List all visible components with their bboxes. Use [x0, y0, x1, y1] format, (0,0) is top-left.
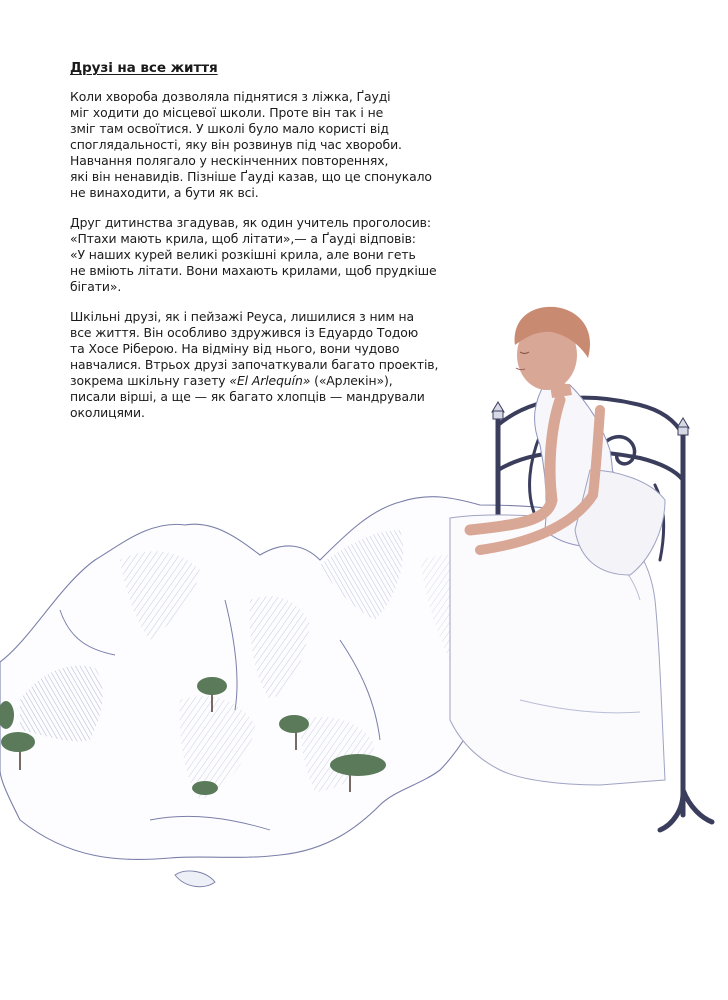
text-line: Шкільні друзі, як і пейзажі Реуса, лишилися з ним на — [70, 309, 415, 324]
newspaper-prefix: зокрема шкільну газету — [70, 373, 230, 388]
text-line: писали вірші, а ще — як багато хлопців — мандрували — [70, 389, 425, 404]
newspaper-suffix: («Арлекін»), — [310, 373, 393, 388]
text-line: не вміють літати. Вони махають крилами, щоб прудкіше — [70, 263, 437, 278]
text-line: навчалися. Втрьох друзі започаткували багато проектів, — [70, 357, 439, 372]
newspaper-title: «El Arlequín» — [229, 373, 311, 388]
text-line: Навчання полягало у нескінченних повтореннях, — [70, 153, 389, 168]
text-line: все життя. Він особливо здружився із Едуардо Тодою — [70, 325, 419, 340]
text-line: Коли хвороба дозволяла піднятися з ліжка, Ґауді — [70, 89, 391, 104]
text-line: не винаходити, а бути як всі. — [70, 185, 259, 200]
tree — [192, 781, 218, 795]
section-heading: Друзі на все життя — [70, 60, 218, 76]
text-line: «У наших курей великі розкішні крила, але вони геть — [70, 247, 416, 262]
text-line: «Птахи мають крила, щоб літати»,— а Ґауді відповів: — [70, 231, 416, 246]
text-line: які він ненавидів. Пізніше Ґауді казав, що це спонукало — [70, 169, 432, 184]
text-line: Друг дитинства згадував, як один учитель проголосив: — [70, 215, 431, 230]
text-line: бігати». — [70, 279, 122, 294]
text-line: споглядальності, яку він розвинув під час хвороби. — [70, 137, 402, 152]
text-line: міг ходити до місцевої школи. Проте він так і не — [70, 105, 384, 120]
text-line: та Хосе Ріберою. На відміну від нього, вони чудово — [70, 341, 400, 356]
text-line: зміг там освоїтися. У школі було мало користі від — [70, 121, 389, 136]
text-line: околицями. — [70, 405, 145, 420]
